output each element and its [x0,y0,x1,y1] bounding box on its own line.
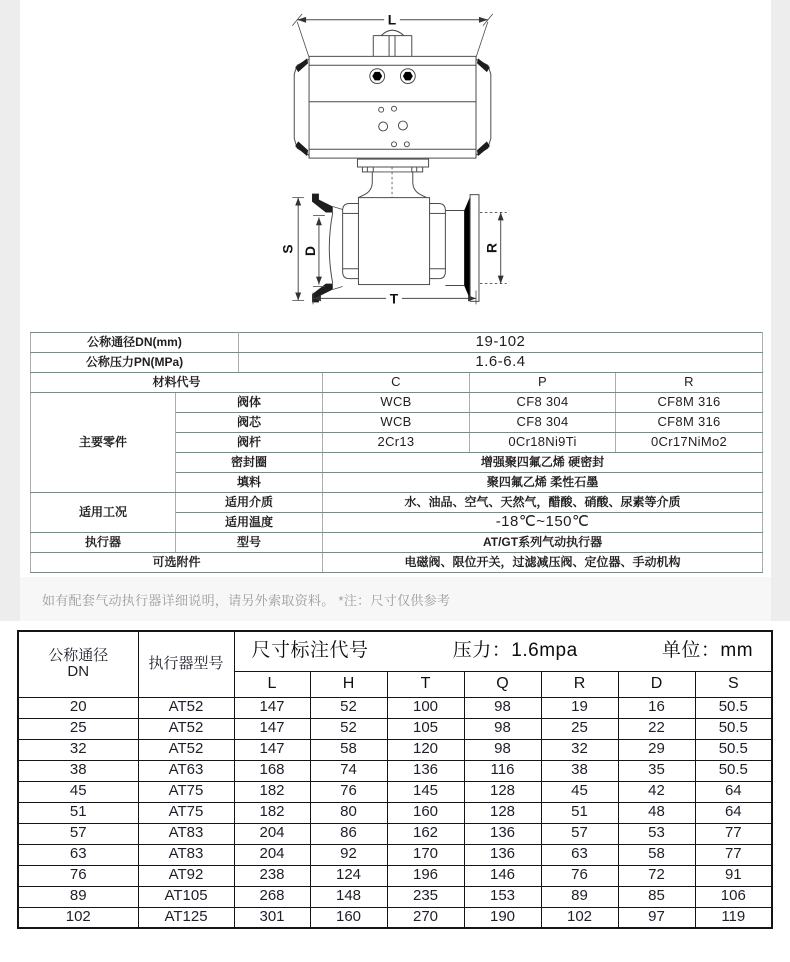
dim-table-cell: 77 [695,823,772,844]
actuator-body [294,56,491,158]
dim-table-cell: 301 [234,907,310,928]
dim-subheader-cell: S [695,671,772,697]
dim-label-s: S [279,244,296,254]
table-row [31,353,763,373]
dimension-l [292,12,493,58]
dim-table-cell: 76 [18,865,138,886]
dim-table-cell: 168 [234,760,310,781]
spec-body-p: CF8 304 [470,393,616,413]
dim-table-cell: 72 [618,865,695,886]
page-margin-right [771,0,790,621]
dim-table-cell: AT83 [138,844,234,865]
dim-table-cell: 74 [310,760,387,781]
spec-pn-label: 公称压力PN(MPa) [31,353,239,373]
table-row [18,739,772,760]
dim-table-title-cell [234,631,772,671]
dim-table-cell: 128 [464,781,541,802]
dim-table-cell: AT52 [138,718,234,739]
mounting-bracket [357,159,428,198]
spec-condition-label: 适用工况 [31,493,176,533]
dim-subheader-cell: H [310,671,387,697]
dim-table-cell: 19 [541,697,618,718]
dim-subheader-cell: Q [464,671,541,697]
dim-table-cell: AT83 [138,823,234,844]
dim-table-cell: 58 [310,739,387,760]
dim-table-cell: 38 [541,760,618,781]
dim-title-unit: 单位：mm [661,639,754,661]
dim-table-cell: 42 [618,781,695,802]
dim-table-cell: 45 [541,781,618,802]
dim-table-cell: 238 [234,865,310,886]
dim-table-cell: 119 [695,907,772,928]
dim-table-cell: 86 [310,823,387,844]
spec-model-label: 型号 [176,533,323,553]
dim-table-cell: 38 [18,760,138,781]
spec-stem-c: 2Cr13 [323,433,470,453]
dim-table-cell: 35 [618,760,695,781]
valve-technical-drawing [230,4,560,330]
table-header-row [18,631,772,671]
spec-code-r: R [616,373,763,393]
footnote [20,577,771,621]
spec-material-label: 材料代号 [31,373,323,393]
table-row [18,823,772,844]
dim-title-code: 尺寸标注代号 [251,639,369,661]
dim-table-cell: 48 [618,802,695,823]
dim-table-cell: 57 [541,823,618,844]
dim-table-cell: 105 [387,718,464,739]
dim-table-cell: AT75 [138,802,234,823]
dim-table-cell: 170 [387,844,464,865]
dim-table-cell: AT52 [138,739,234,760]
dim-table-cell: 204 [234,823,310,844]
dim-table-cell: 76 [541,865,618,886]
spec-packing-label: 填料 [176,473,323,493]
spec-main-parts-label: 主要零件 [31,393,176,493]
dim-table-cell: AT125 [138,907,234,928]
spec-seal-label: 密封圈 [176,453,323,473]
dim-table-cell: 204 [234,844,310,865]
dim-table-cell: 102 [18,907,138,928]
dim-table-cell: 89 [541,886,618,907]
dim-table-cell: 53 [618,823,695,844]
dim-table-cell: 160 [387,802,464,823]
dim-table-cell: 160 [310,907,387,928]
spec-core-p: CF8 304 [470,413,616,433]
spec-packing-value: 聚四氟乙烯 柔性石墨 [323,473,763,493]
dim-table-cell: 162 [387,823,464,844]
page-margin-left [0,0,20,621]
dim-table-cell: 50.5 [695,697,772,718]
dim-table-cell: 100 [387,697,464,718]
dim-table-cell: AT105 [138,886,234,907]
dim-table-cell: 97 [618,907,695,928]
spec-core-label: 阀芯 [176,413,323,433]
dim-label-r: R [483,243,500,254]
table-row [31,553,763,573]
dim-table-cell: 63 [541,844,618,865]
spec-code-c: C [323,373,470,393]
dim-table-cell: 98 [464,739,541,760]
table-row [31,373,763,393]
spec-media-value: 水、油品、空气、天然气，醋酸、硝酸、尿素等介质 [323,493,763,513]
dim-table-cell: 32 [541,739,618,760]
dim-table-cell: 51 [541,802,618,823]
dn-header-line2: DN [67,663,90,681]
dim-table-cell: 20 [18,697,138,718]
dn-header-line1: 公称通径 [48,646,109,664]
dim-table-cell: AT52 [138,697,234,718]
dim-table-cell: 190 [464,907,541,928]
dim-table-cell: 116 [464,760,541,781]
dim-table-cell: 57 [18,823,138,844]
spec-actuator-label: 执行器 [31,533,176,553]
right-ferrule [445,195,479,302]
dim-table-cell: 52 [310,718,387,739]
dim-table-cell: 182 [234,802,310,823]
table-row [31,533,763,553]
dim-subheader-cell: L [234,671,310,697]
spec-accessories-value: 电磁阀、限位开关，过滤减压阀、定位器、手动机构 [323,553,763,573]
dim-table-cell: 51 [18,802,138,823]
dim-table-cell: 91 [695,865,772,886]
table-row [18,886,772,907]
spec-seal-value: 增强聚四氟乙烯 硬密封 [323,453,763,473]
dim-table-cell: 50.5 [695,739,772,760]
footnote-text: 如有配套气动执行器详细说明，请另外索取资料。 *注：尺寸仅供参考 [42,592,451,608]
spec-media-label: 适用介质 [176,493,323,513]
dim-table-cell: 102 [541,907,618,928]
table-row [18,844,772,865]
air-fitting [373,30,412,56]
dim-table-cell: 196 [387,865,464,886]
dimension-d [302,215,325,286]
dim-table-body [18,697,772,928]
spec-code-p: P [470,373,616,393]
dim-table-cell: AT75 [138,781,234,802]
dim-table-cell: 235 [387,886,464,907]
valve-body [343,198,446,285]
dim-table-cell: 268 [234,886,310,907]
dim-label-t: T [389,290,399,307]
dimension-r [480,212,507,283]
dim-table-cell: 120 [387,739,464,760]
dim-table-cell: 136 [464,844,541,865]
dim-table-cell: 182 [234,781,310,802]
dim-table-cell: 92 [310,844,387,865]
dim-table-cell: 153 [464,886,541,907]
table-row [31,393,763,413]
dim-col-model-header: 执行器型号 [138,631,234,697]
table-row [18,907,772,928]
dim-table-cell: 147 [234,697,310,718]
spec-temp-label: 适用温度 [176,513,323,533]
dim-table-cell: AT63 [138,760,234,781]
spec-stem-label: 阀杆 [176,433,323,453]
dim-table-cell: 270 [387,907,464,928]
table-row [18,781,772,802]
spec-body-c: WCB [323,393,470,413]
dim-table-cell: 58 [618,844,695,865]
dim-col-dn-header [18,631,138,697]
dim-table-cell: 106 [695,886,772,907]
spec-dn-label: 公称通径DN(mm) [31,333,239,353]
spec-dn-value: 19-102 [239,333,763,353]
dim-table-cell: 50.5 [695,760,772,781]
dim-table-cell: 146 [464,865,541,886]
dim-table-cell: 63 [18,844,138,865]
spec-core-r: CF8M 316 [616,413,763,433]
dim-table-cell: AT92 [138,865,234,886]
dim-table-cell: 128 [464,802,541,823]
dim-table-cell: 80 [310,802,387,823]
dim-table-cell: 16 [618,697,695,718]
dim-table-cell: 76 [310,781,387,802]
spec-temp-value: -18℃~150℃ [323,513,763,533]
spec-model-value: AT/GT系列气动执行器 [323,533,763,553]
dim-table-cell: 136 [387,760,464,781]
spec-stem-p: 0Cr18Ni9Ti [470,433,616,453]
dim-table-cell: 52 [310,697,387,718]
dim-table-cell: 29 [618,739,695,760]
dim-table-cell: 98 [464,697,541,718]
dim-table-cell: 77 [695,844,772,865]
table-row [18,718,772,739]
spec-body-r: CF8M 316 [616,393,763,413]
dim-table-cell: 148 [310,886,387,907]
dim-table-cell: 85 [618,886,695,907]
dim-subheader-cell: R [541,671,618,697]
dim-table-cell: 64 [695,781,772,802]
table-row [18,865,772,886]
dim-table-cell: 136 [464,823,541,844]
table-row [18,760,772,781]
table-row [31,333,763,353]
dim-table-cell: 145 [387,781,464,802]
dim-table-cell: 22 [618,718,695,739]
spec-stem-r: 0Cr17NiMo2 [616,433,763,453]
dimension-table [17,630,773,929]
dim-subheader-cell: D [618,671,695,697]
spec-pn-value: 1.6-6.4 [239,353,763,373]
dim-subheader-cell: T [387,671,464,697]
dim-table-cell: 50.5 [695,718,772,739]
dim-label-d: D [301,245,318,256]
spec-core-c: WCB [323,413,470,433]
dim-title-pressure: 压力：1.6mpa [452,639,578,661]
spec-table [30,332,763,573]
dim-table-cell: 98 [464,718,541,739]
dim-label-l: L [387,11,397,28]
dim-table-cell: 147 [234,739,310,760]
dim-table-cell: 45 [18,781,138,802]
dim-table-cell: 147 [234,718,310,739]
dim-table-cell: 89 [18,886,138,907]
dim-table-cell: 25 [541,718,618,739]
dimension-t [313,290,476,306]
spec-body-label: 阀体 [176,393,323,413]
table-row [18,802,772,823]
table-row [18,697,772,718]
table-row [31,493,763,513]
dim-table-cell: 124 [310,865,387,886]
dim-table-cell: 25 [18,718,138,739]
spec-accessories-label: 可选附件 [31,553,323,573]
dim-table-cell: 64 [695,802,772,823]
dim-table-cell: 32 [18,739,138,760]
dimension-s [279,198,304,301]
